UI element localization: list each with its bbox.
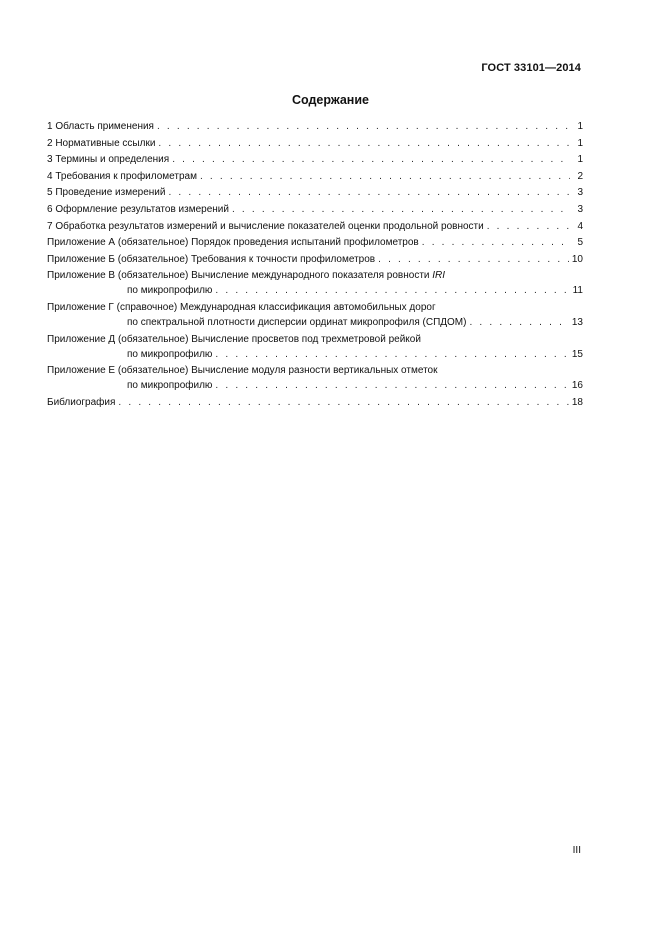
toc-entry-page: 10 (571, 253, 583, 265)
toc-entry-title: Приложение Г (справочное) Международная классификация автомобильных дорог (47, 301, 436, 313)
toc-entry-page: 11 (572, 285, 583, 297)
document-code: ГОСТ 33101—2014 (481, 62, 581, 74)
page-number: III (572, 845, 581, 856)
toc-entry-page: 3 (577, 187, 583, 199)
toc-entry-title: Библиография (47, 396, 116, 408)
toc-entry-title: 7 Обработка результатов измерений и вычисление показателей оценки продольной ровности (47, 220, 484, 232)
toc-entry-title: 2 Нормативные ссылки (47, 137, 156, 149)
toc-entry[interactable] (47, 268, 583, 298)
toc-entry-title: 5 Проведение измерений (47, 187, 166, 199)
toc-leader-dots (232, 202, 570, 217)
toc-entry[interactable] (47, 332, 583, 362)
toc-entry-page: 16 (571, 380, 583, 392)
toc-entry[interactable] (47, 152, 583, 167)
toc-entry[interactable] (47, 363, 583, 393)
toc-leader-dots (200, 169, 570, 184)
toc-entry-page: 4 (577, 220, 583, 232)
toc-leader-dots (469, 315, 568, 330)
toc-leader-dots (487, 219, 570, 234)
toc-entry[interactable] (47, 252, 583, 267)
toc-title: Содержание (291, 93, 369, 107)
toc-entry-page: 5 (577, 237, 583, 249)
toc-entry[interactable] (47, 169, 583, 184)
toc-leader-dots (168, 185, 570, 200)
toc-entry[interactable] (47, 136, 583, 151)
toc-leader-dots (118, 395, 568, 410)
toc-entry-title-continuation: по микропрофилю (127, 285, 213, 297)
toc-entry-page: 15 (571, 348, 583, 360)
toc-entry-title: 4 Требования к профилометрам (47, 170, 197, 182)
toc-entry-page: 18 (571, 396, 583, 408)
toc-leader-dots (215, 378, 568, 393)
toc-entry-title-continuation: по микропрофилю (127, 348, 213, 360)
toc-entry[interactable] (47, 185, 583, 200)
toc-entry-title: Приложение Е (обязательное) Вычисление модуля разности вертикальных отметок (47, 365, 438, 377)
toc-entry[interactable] (47, 300, 583, 330)
toc-leader-dots (422, 235, 570, 250)
toc-entry[interactable] (47, 235, 583, 250)
toc-entry-title: 6 Оформление результатов измерений (47, 203, 229, 215)
toc-entry-title: 3 Термины и определения (47, 154, 170, 166)
table-of-contents (47, 119, 583, 411)
toc-entry-title: Приложение А (обязательное) Порядок проведения испытаний профилометров (47, 237, 419, 249)
toc-leader-dots (157, 119, 570, 134)
toc-leader-dots (215, 347, 568, 362)
toc-entry-title-italic: IRI (432, 270, 446, 282)
toc-entry[interactable] (47, 395, 583, 410)
toc-entry-page: 1 (577, 121, 583, 132)
toc-leader-dots (158, 136, 570, 151)
toc-entry-title: 1 Область применения (47, 121, 154, 132)
toc-entry-page: 1 (577, 154, 583, 166)
toc-entry-title: Приложение В (обязательное) Вычисление международного показателя ровности IRI (47, 270, 446, 282)
toc-entry[interactable] (47, 219, 583, 234)
toc-entry-title: Приложение Б (обязательное) Требования к точности профилометров (47, 253, 376, 265)
toc-entry-page: 3 (577, 203, 583, 215)
toc-entry-page: 2 (577, 170, 583, 182)
toc-leader-dots (215, 283, 569, 298)
toc-entry-title-continuation: по микропрофилю (127, 380, 213, 392)
toc-entry[interactable] (47, 119, 583, 134)
toc-entry-title: Приложение Д (обязательное) Вычисление просветов под трехметровой рейкой (47, 333, 421, 345)
toc-entry-page: 1 (577, 137, 583, 149)
toc-leader-dots (378, 252, 569, 267)
toc-leader-dots (172, 152, 570, 167)
toc-entry-title-continuation: по спектральной плотности дисперсии ординат микропрофиля (СПДОМ) (127, 316, 467, 328)
toc-entry-page: 13 (571, 316, 583, 328)
toc-entry[interactable] (47, 202, 583, 217)
